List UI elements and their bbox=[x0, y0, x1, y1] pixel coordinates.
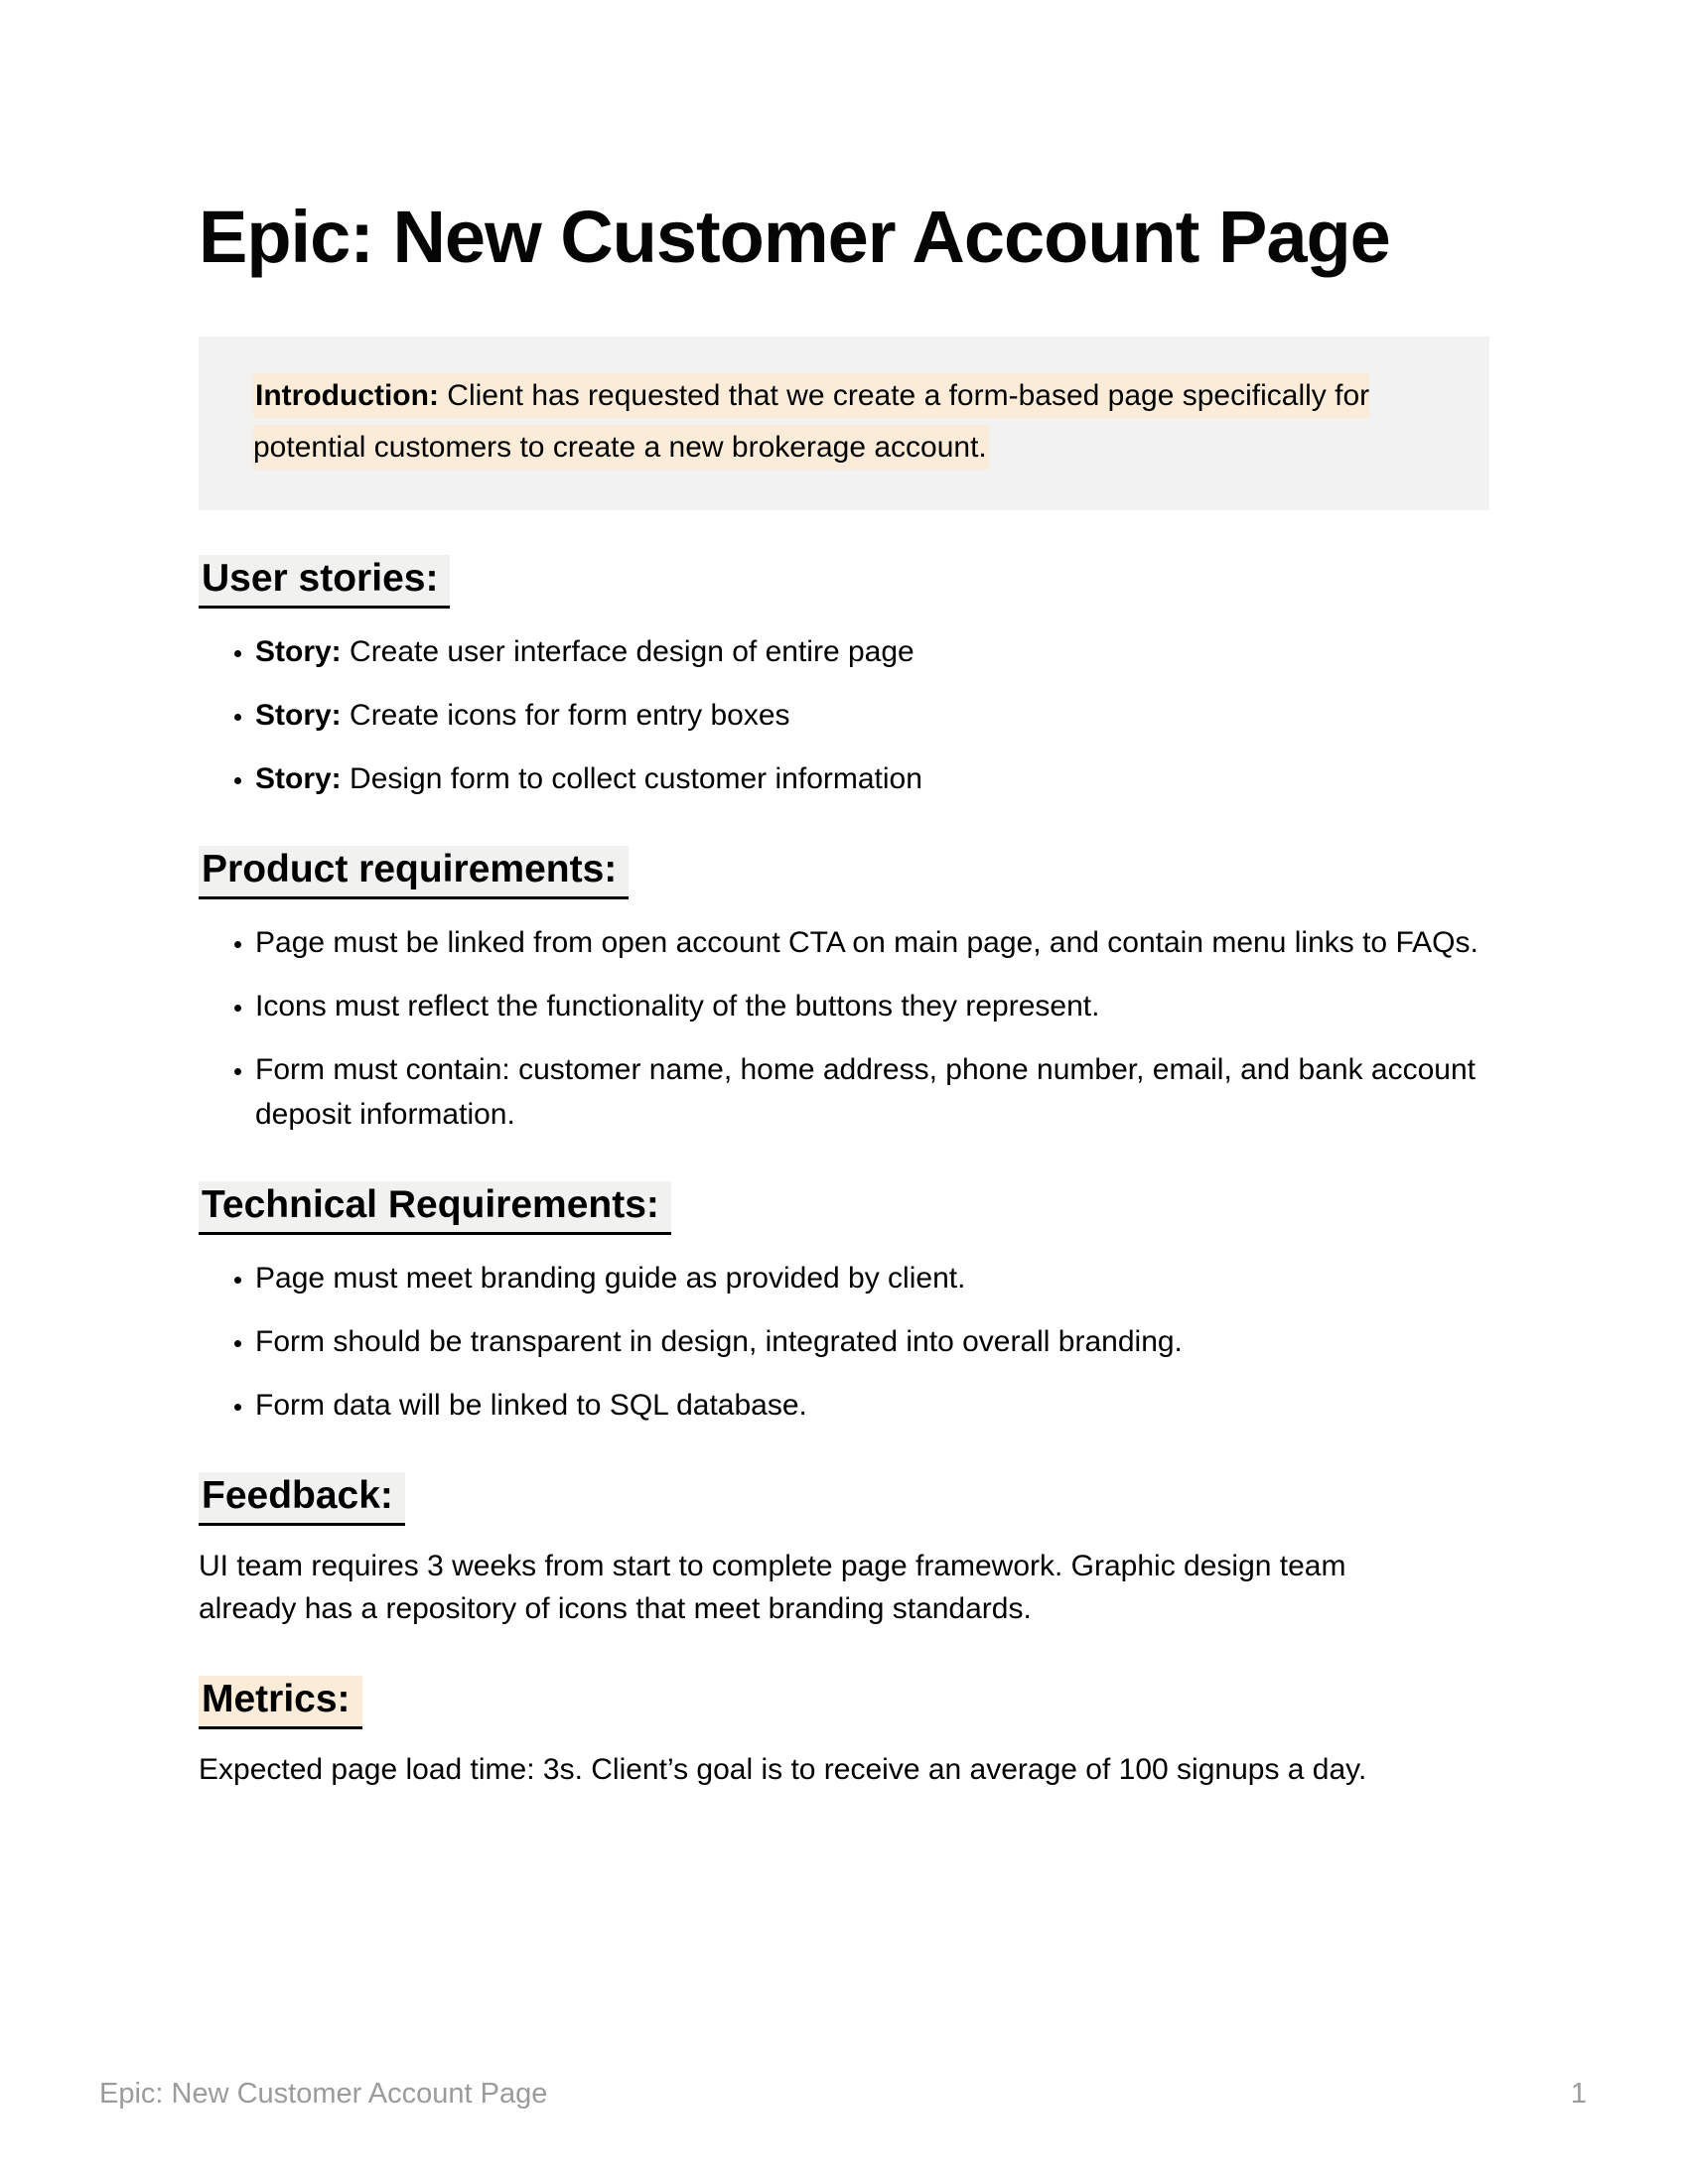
footer-page-number: 1 bbox=[1570, 2078, 1587, 2110]
story-text: Create user interface design of entire page bbox=[341, 635, 914, 669]
feedback-heading-text: Feedback: bbox=[199, 1472, 405, 1526]
story-item bbox=[255, 629, 1481, 674]
introduction-highlight bbox=[253, 373, 1369, 470]
story-item bbox=[255, 693, 1481, 738]
story-label: Story: bbox=[255, 635, 342, 669]
requirement-item: • Page must be linked from open account CTA on main page, and contain menu links to FAQs. bbox=[255, 920, 1481, 965]
story-item bbox=[255, 756, 1481, 801]
introduction-paragraph bbox=[253, 373, 1369, 470]
story-text: Design form to collect customer information bbox=[341, 762, 922, 796]
feedback-heading bbox=[199, 1473, 1489, 1520]
section-technical-requirements bbox=[199, 1182, 1489, 1428]
section-product-requirements bbox=[199, 847, 1489, 1137]
requirement-item: • Icons must reflect the functionality of the buttons they represent. bbox=[255, 984, 1481, 1028]
document-content bbox=[199, 0, 1489, 1804]
requirement-item: • Form must contain: customer name, home address, phone number, email, and bank account deposit information. bbox=[255, 1047, 1481, 1137]
requirement-item: • Page must meet branding guide as provided by client. bbox=[255, 1256, 1481, 1300]
technical-requirements-list bbox=[199, 1256, 1489, 1428]
requirement-item: • Form should be transparent in design, integrated into overall branding. bbox=[255, 1319, 1481, 1364]
page-title: Epic: New Customer Account Page bbox=[199, 196, 1390, 278]
feedback-text: UI team requires 3 weeks from start to complete page framework. Graphic design team already has a repository of icons that meet branding standards. bbox=[199, 1550, 1346, 1626]
user-stories-heading-text: User stories: bbox=[199, 555, 450, 609]
footer-doc-title: Epic: New Customer Account Page bbox=[99, 2078, 548, 2110]
user-stories-heading bbox=[199, 556, 1489, 603]
technical-requirements-heading-text: Technical Requirements: bbox=[199, 1181, 671, 1235]
page-footer bbox=[99, 2078, 1587, 2111]
metrics-heading bbox=[199, 1677, 1489, 1723]
metrics-text: Expected page load time: 3s. Client’s goal is to receive an average of 100 signups a day. bbox=[199, 1753, 1367, 1787]
introduction-callout bbox=[199, 337, 1489, 510]
section-feedback bbox=[199, 1473, 1489, 1631]
metrics-heading-text: Metrics: bbox=[199, 1676, 362, 1729]
introduction-label: Introduction: bbox=[255, 379, 439, 413]
section-user-stories bbox=[199, 556, 1489, 801]
product-requirements-list bbox=[199, 920, 1489, 1137]
user-stories-list bbox=[199, 629, 1489, 801]
technical-requirements-heading bbox=[199, 1182, 1489, 1229]
product-requirements-heading bbox=[199, 847, 1489, 893]
requirement-item: • Form data will be linked to SQL database. bbox=[255, 1383, 1481, 1428]
introduction-text: Client has requested that we create a form-based page specifically for potential customers to create a new brokerage account. bbox=[253, 379, 1370, 464]
story-label: Story: bbox=[255, 762, 342, 796]
story-text: Create icons for form entry boxes bbox=[341, 699, 790, 733]
section-metrics bbox=[199, 1677, 1489, 1792]
product-requirements-heading-text: Product requirements: bbox=[199, 846, 629, 899]
story-label: Story: bbox=[255, 699, 342, 733]
